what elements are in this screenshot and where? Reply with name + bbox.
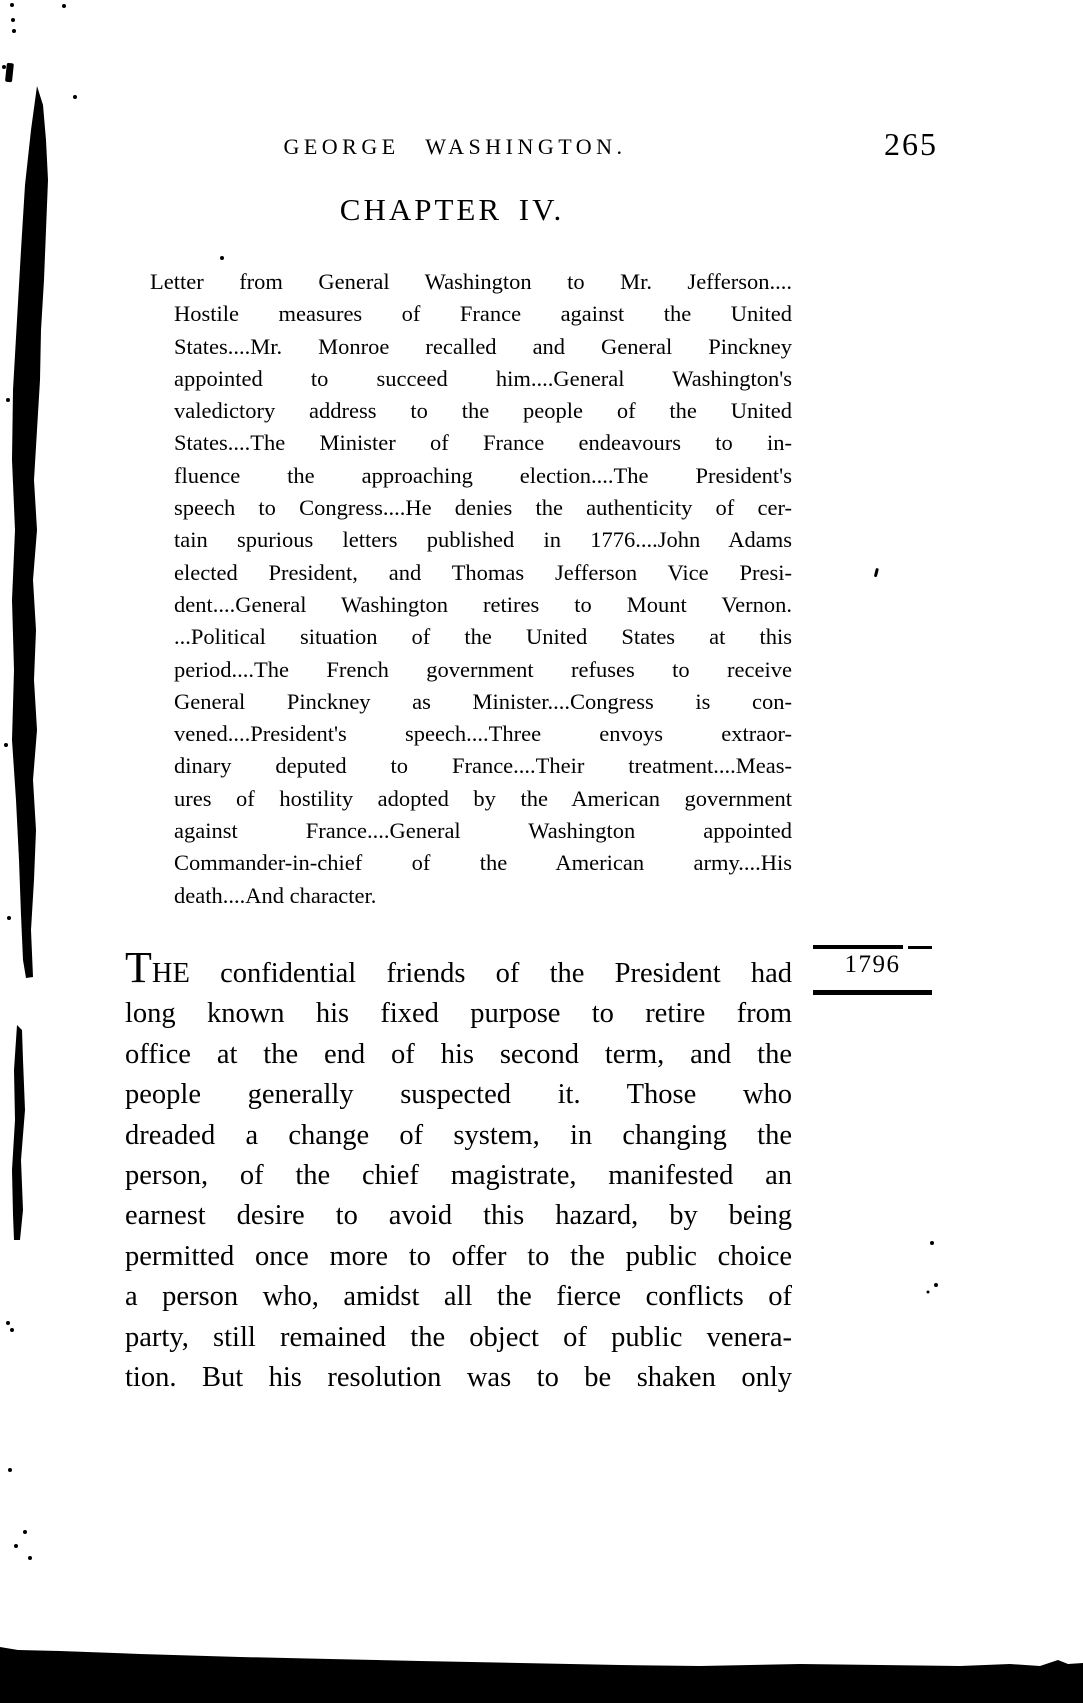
summary-line: period....The French government refuses to receive bbox=[174, 656, 792, 682]
opening-rest: confidential friends of the President had bbox=[189, 958, 792, 989]
opening-small-caps: HE bbox=[151, 958, 190, 989]
summary-line: elected President, and Thomas Jefferson Vice Presi- bbox=[174, 559, 792, 585]
body-paragraph bbox=[125, 943, 792, 1398]
summary-line: General Pinckney as Minister....Congress is con- bbox=[174, 688, 792, 714]
summary-line: appointed to succeed him....General Washington's bbox=[174, 365, 792, 391]
summary-line: speech to Congress....He denies the authenticity of cer- bbox=[174, 495, 792, 521]
summary-line: Letter from General Washington to Mr. Jefferson.... bbox=[150, 269, 792, 294]
summary-line: dent....General Washington retires to Mount Vernon. bbox=[174, 591, 792, 617]
body-line-opening bbox=[125, 943, 792, 994]
summary-line: vened....President's speech....Three envoys extraor- bbox=[174, 721, 792, 747]
body-line: tion. But his resolution was to be shaken only bbox=[125, 1362, 792, 1394]
body-line: person, of the chief magistrate, manifested an bbox=[125, 1160, 792, 1192]
summary-line: States....Mr. Monroe recalled and General Pinckney bbox=[174, 333, 792, 359]
summary-line: death....And character. bbox=[174, 882, 377, 908]
summary-line: States....The Minister of France endeavours to in- bbox=[174, 430, 792, 456]
scan-gutter-stripe-upper bbox=[12, 86, 48, 978]
summary-line: ...Political situation of the United States at this bbox=[174, 624, 792, 650]
summary-line: ures of hostility adopted by the American government bbox=[174, 785, 792, 811]
body-line: dreaded a change of system, in changing the bbox=[125, 1119, 792, 1151]
summary-line: Hostile measures of France against the United bbox=[174, 301, 792, 327]
sidenote-year: 1796 bbox=[844, 951, 901, 978]
body-line: party, still remained the object of public venera- bbox=[125, 1321, 792, 1353]
scan-bottom-bar bbox=[0, 1647, 1083, 1703]
body-line: people generally suspected it. Those who bbox=[125, 1079, 792, 1111]
running-head: GEORGE WASHINGTON. bbox=[283, 134, 627, 159]
body-line: permitted once more to offer to the public choice bbox=[125, 1240, 792, 1272]
body-line: office at the end of his second term, and the bbox=[125, 1038, 792, 1070]
sidenote-rule-top bbox=[813, 945, 903, 949]
chapter-heading: CHAPTER IV. bbox=[339, 192, 565, 227]
body-line: earnest desire to avoid this hazard, by being bbox=[125, 1200, 792, 1232]
page-number: 265 bbox=[884, 126, 938, 162]
summary-line: tain spurious letters published in 1776....John Adams bbox=[174, 527, 792, 553]
scan-gutter-stripe-lower bbox=[12, 1025, 25, 1240]
summary-line: fluence the approaching election....The President's bbox=[174, 462, 792, 488]
scan-tick-mark bbox=[5, 63, 14, 83]
sidenote-rule-top-fragment bbox=[908, 946, 932, 949]
summary-line: valedictory address to the people of the United bbox=[174, 398, 792, 424]
summary-line: against France....General Washington appointed bbox=[174, 818, 792, 844]
summary-line: Commander-in-chief of the American army....His bbox=[174, 850, 792, 876]
body-line: a person who, amidst all the fierce conflicts of bbox=[125, 1281, 792, 1313]
drop-initial: T bbox=[125, 943, 152, 992]
summary-line: dinary deputed to France....Their treatment....Meas- bbox=[174, 753, 792, 779]
sidenote-rule-bottom bbox=[813, 990, 932, 995]
chapter-summary bbox=[150, 266, 792, 912]
body-line: long known his fixed purpose to retire from bbox=[125, 998, 792, 1030]
